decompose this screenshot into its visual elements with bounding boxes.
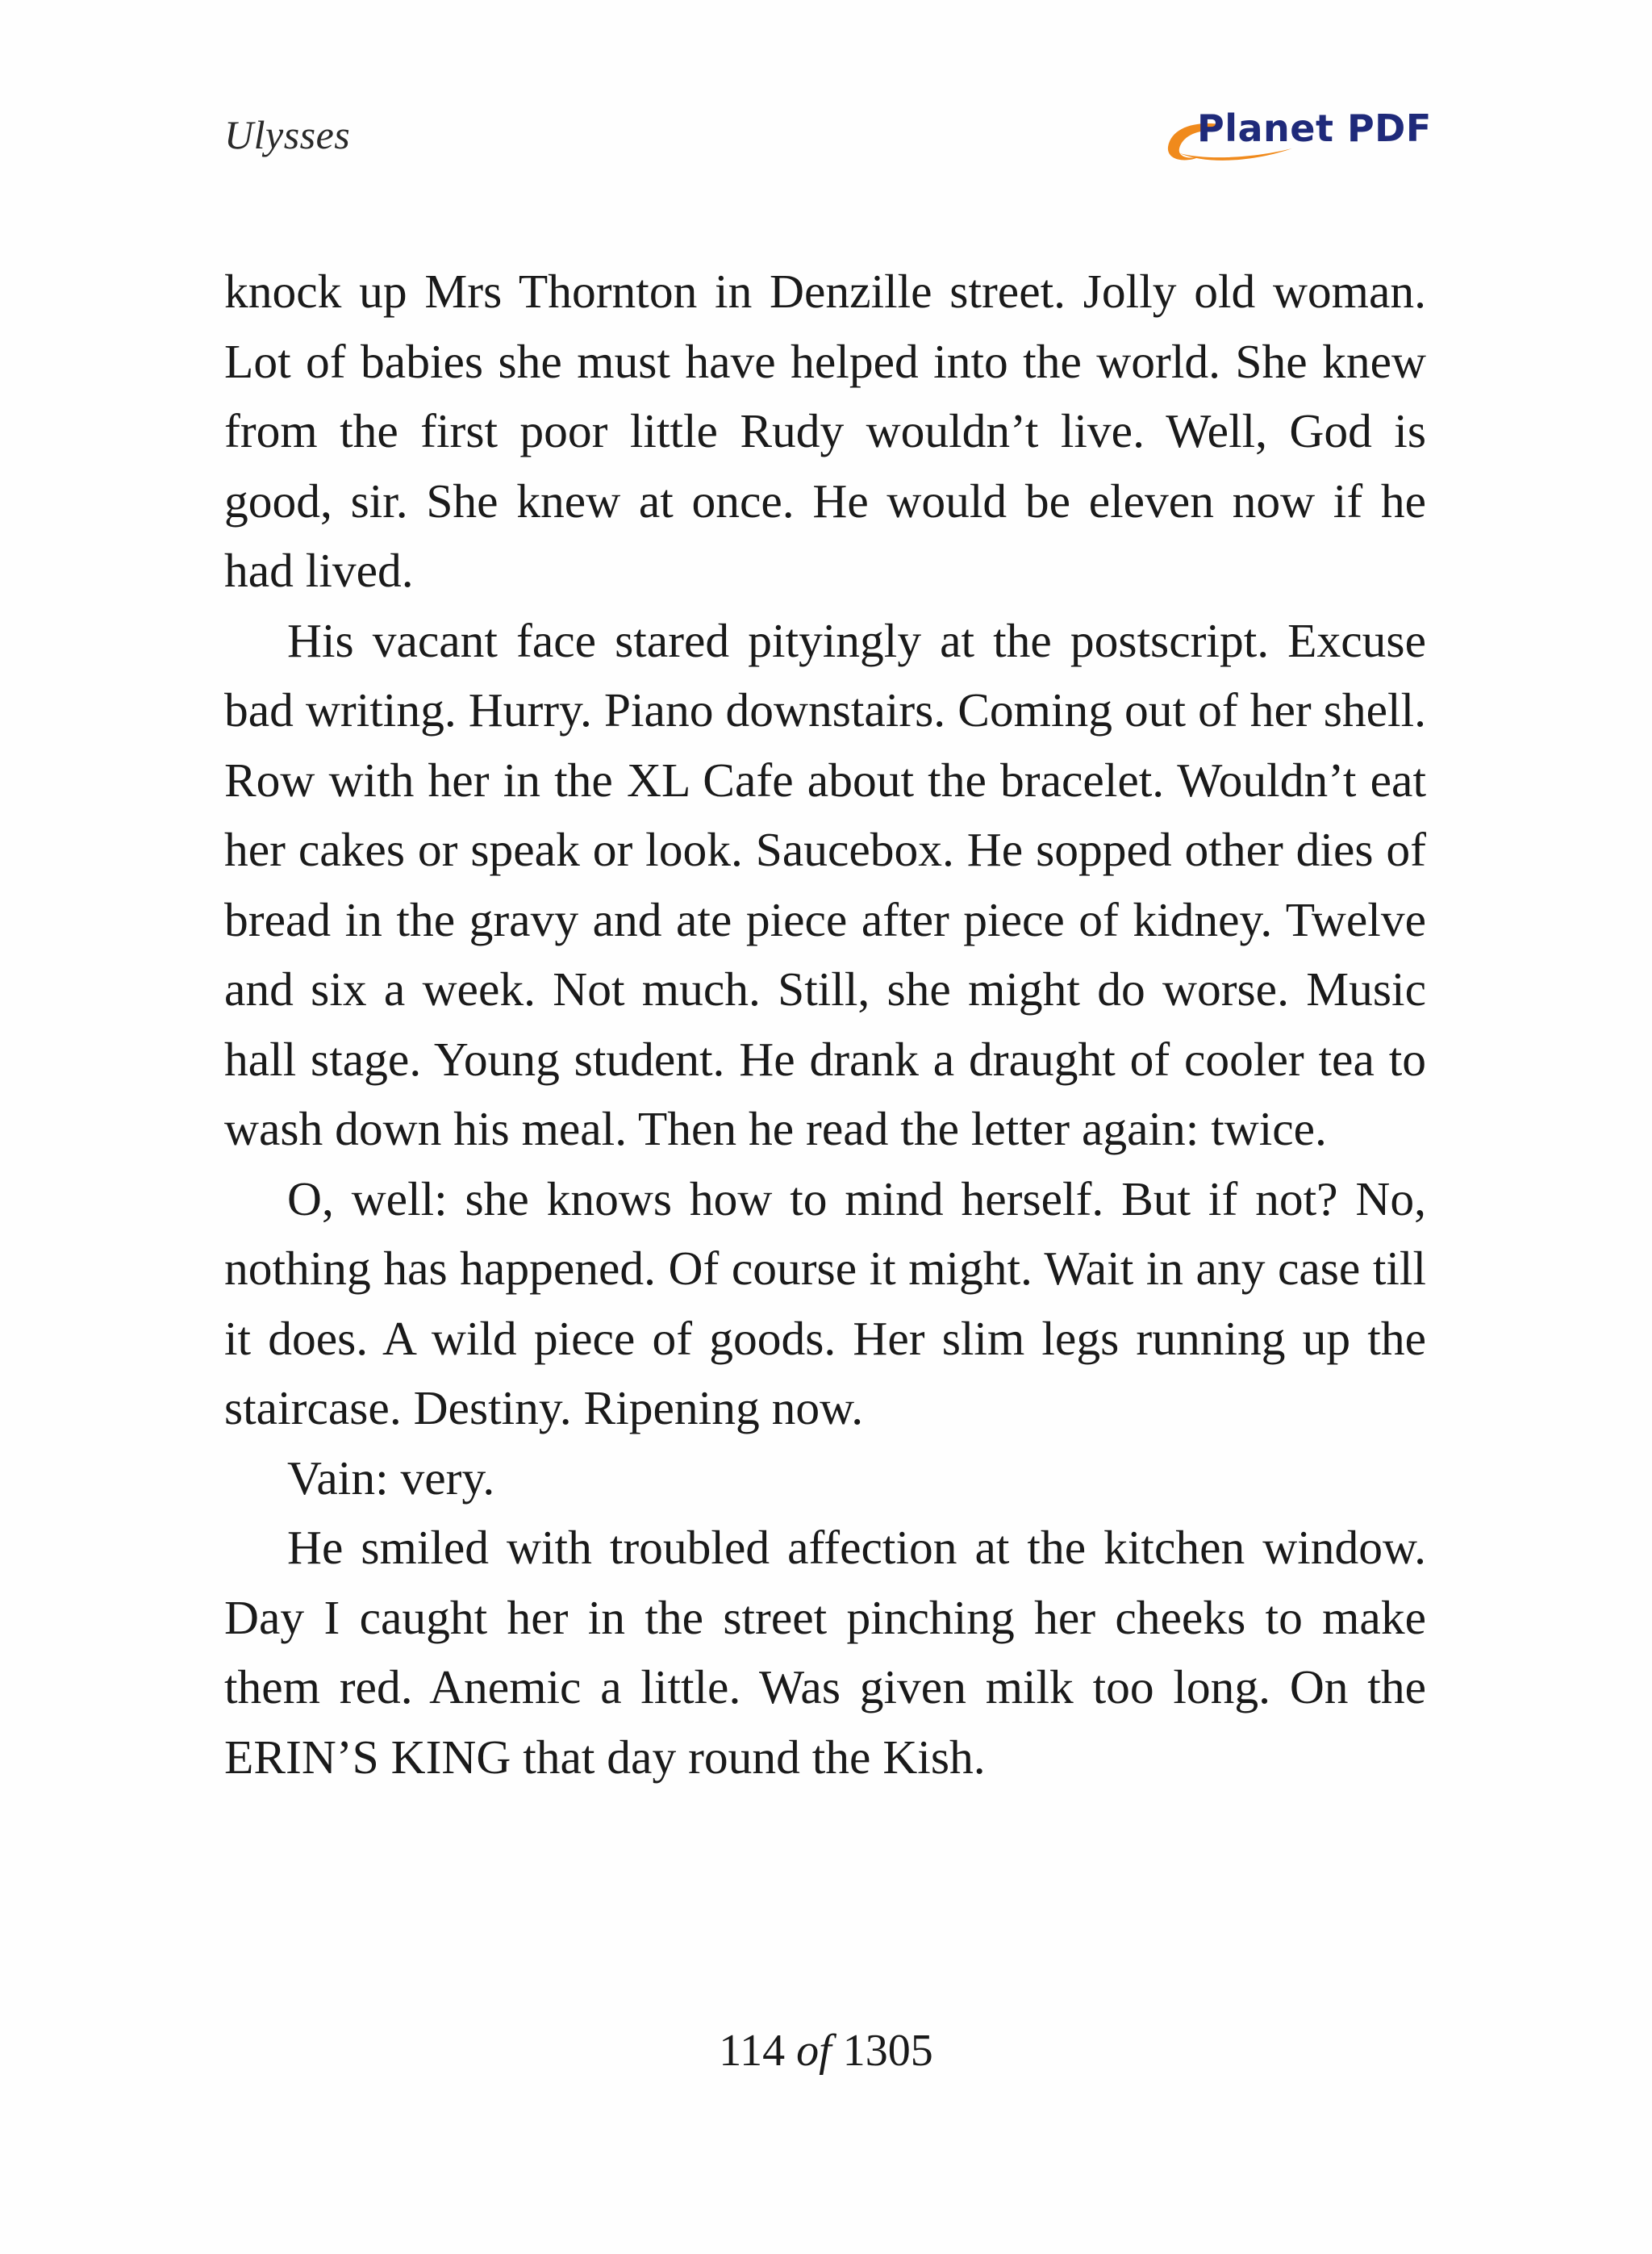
- total-pages: 1305: [842, 2026, 933, 2076]
- current-page: 114: [719, 2026, 786, 2076]
- logo-text: Planet PDF: [1197, 106, 1432, 150]
- planet-pdf-logo: [1163, 103, 1432, 168]
- paragraph: O, well: she knows how to mind herself. But if not? No, nothing has happened. Of course it might. Wait in any case till it does. A wild piece of goods. Her slim legs running up the staircase. Destiny. Ripening now.: [224, 1171, 1426, 1434]
- paragraph: He smiled with troubled affection at the kitchen window. Day I caught her in the street pinching her cheeks to make them red. Anemic a little. Was given milk too long. On the ERIN’S KING that day round the Kish.: [224, 1521, 1426, 1784]
- page-number: [0, 2025, 1652, 2077]
- body-text: [224, 257, 1426, 1792]
- of-label: of: [796, 2026, 832, 2076]
- paragraph: knock up Mrs Thornton in Denzille street. Jolly old woman. Lot of babies she must have helped into the world. She knew from the first poor little Rudy wouldn’t live. Well, God is good, sir. She knew at once. He would be eleven now if he had lived.: [224, 265, 1426, 597]
- paragraph: Vain: very.: [287, 1450, 495, 1505]
- paragraph: His vacant face stared pityingly at the postscript. Excuse bad writing. Hurry. Piano downstairs. Coming out of her shell. Row with her in the XL Cafe about the bracelet. Wouldn’t eat her cakes or speak or look. Saucebox. He sopped other dies of bread in the gravy and ate piece after piece of kidney. Twelve and six a week. Not much. Still, she might do worse. Music hall stage. Young student. He drank a draught of cooler tea to wash down his meal. Then he read the letter again: twice.: [224, 613, 1426, 1155]
- book-title: Ulysses: [224, 112, 351, 157]
